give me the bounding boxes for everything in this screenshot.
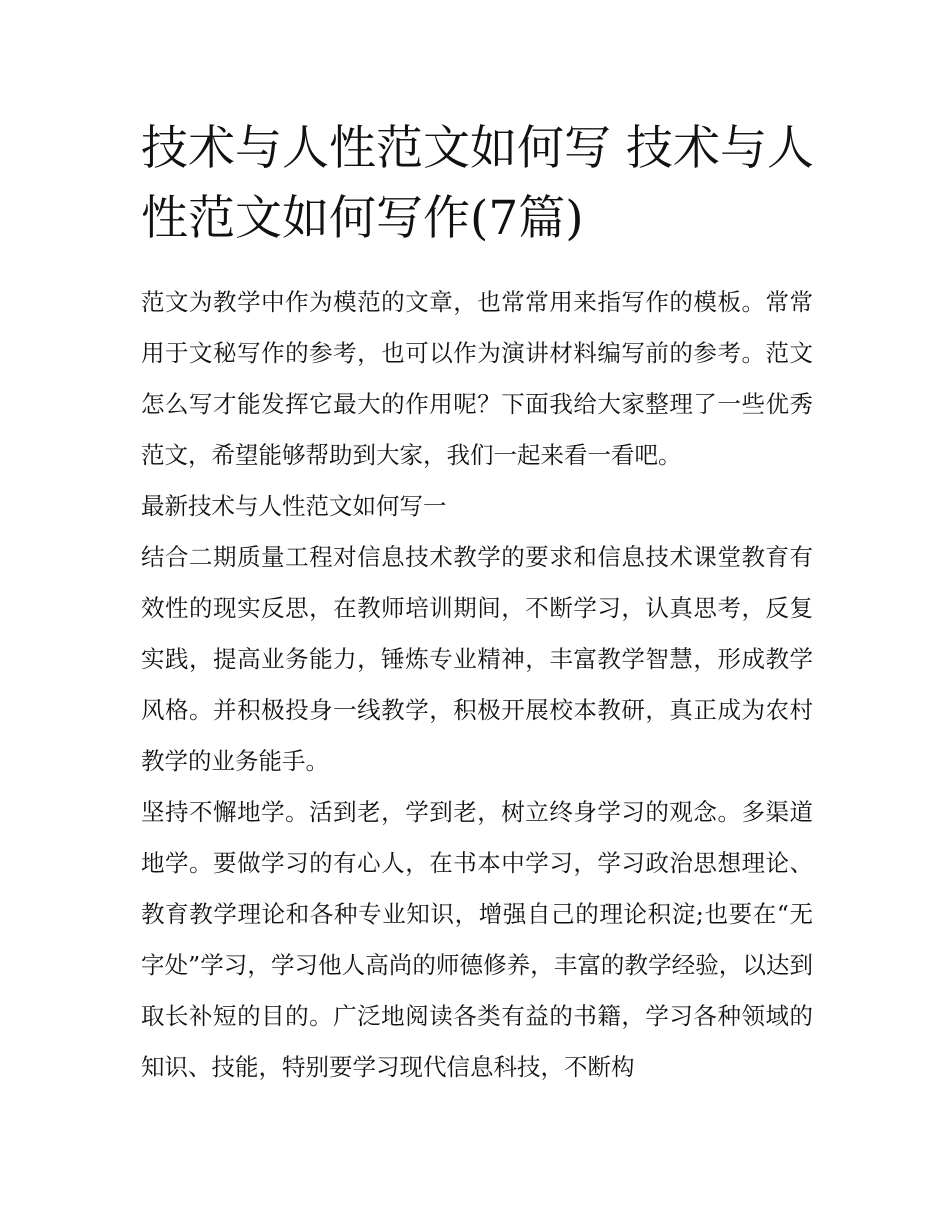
body-paragraph: 结合二期质量工程对信息技术教学的要求和信息技术课堂教育有效性的现实反思，在教师培训期间，不断学习，认真思考，反复实践，提高业务能力，锤炼专业精神，丰富教学智慧，形成教学风格。并积极投身一线教学，积极开展校本教研，真正成为农村教学的业务能手。 [141, 543, 813, 775]
document-body [141, 277, 813, 1093]
section-heading: 最新技术与人性范文如何写一 [141, 492, 447, 520]
document-title: 技术与人性范文如何写 技术与人性范文如何写作(7篇) [141, 121, 814, 246]
body-paragraph: 坚持不懈地学。活到老，学到老，树立终身学习的观念。多渠道地学。要做学习的有心人，在书本中学习，学习政治思想理论、教育教学理论和各种专业知识，增强自己的理论积淀;也要在“无字处”学习，学习他人高尚的师德修养，丰富的教学经验，以达到取长补短的目的。广泛地阅读各类有益的书籍，学习各种领域的知识、技能，特别要学习现代信息科技，不断构 [141, 798, 813, 1081]
intro-paragraph: 范文为教学中作为模范的文章，也常常用来指写作的模板。常常用于文秘写作的参考，也可以作为演讲材料编写前的参考。范文怎么写才能发挥它最大的作用呢？下面我给大家整理了一些优秀范文，希望能够帮助到大家，我们一起来看一看吧。 [141, 288, 813, 469]
